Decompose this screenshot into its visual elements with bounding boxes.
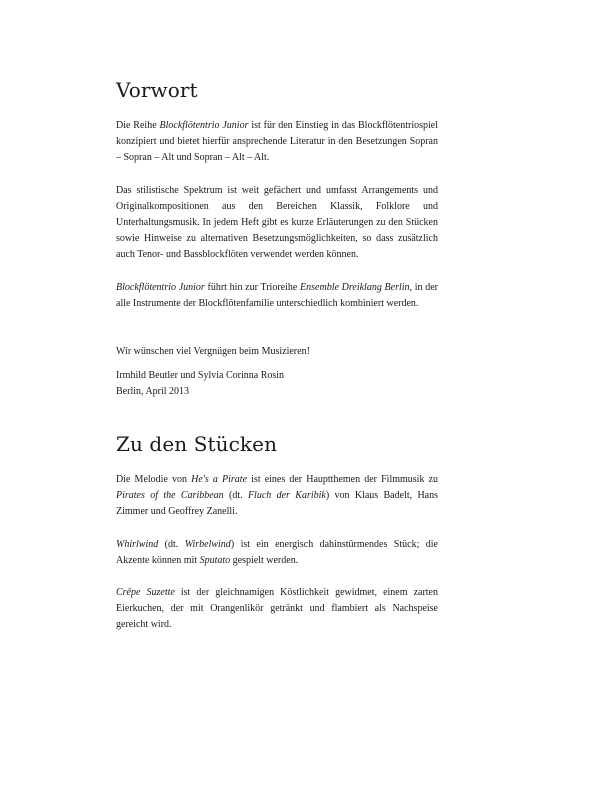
closing-wish: Wir wünschen viel Vergnügen beim Musizieren! [116, 346, 310, 358]
vorwort-paragraph-3 [116, 280, 438, 312]
work-title: Crêpe Suzette [116, 587, 175, 599]
vorwort-heading: Vorwort [116, 78, 198, 102]
stuecke-paragraph-3 [116, 585, 438, 634]
vorwort-paragraph-1 [116, 118, 438, 167]
text-run: ) von Klaus Badelt, Hans Zimmer und Geoffrey Zanelli. [116, 490, 438, 518]
text-run: ) ist ein energisch dahinstürmendes Stück; die Akzente können mit [116, 538, 438, 566]
vorwort-paragraph-2: Das stilistische Spektrum ist weit gefächert und umfasst Arrangements und Originalkompositionen aus den Bereichen Klassik, Folklore und Unterhaltungsmusik. In jedem Heft gibt es kurze Erläuterungen zu den Stücken sowie Hinweise zu alternativen Besetzungsmöglichkeiten, so dass zusätzlich auch Tenor- und Bassblockflöten verwendet werden können. [116, 184, 438, 261]
work-title: He's a Pirate [191, 474, 248, 485]
stuecke-paragraph-1 [116, 472, 438, 521]
text-run: Die Melodie von [116, 474, 192, 485]
work-title: Wirbelwind [184, 538, 231, 550]
text-run: (dt. [223, 490, 248, 502]
stuecke-section [116, 432, 438, 634]
text-run: gespielt werden. [230, 554, 299, 566]
stuecke-heading: Zu den Stücken [116, 432, 278, 456]
work-title: Pirates of the Caribbean [116, 490, 224, 502]
work-title: Whirlwind [116, 538, 159, 550]
series-title: Blockflötentrio Junior [159, 120, 249, 131]
series-title: Ensemble Dreiklang Berlin [300, 281, 410, 293]
series-title: Blockflötentrio Junior [116, 281, 205, 293]
authors-line: Irmhild Beutler und Sylvia Corinna Rosin [116, 370, 285, 382]
text-run: Die Reihe [116, 120, 160, 131]
text-run: ist eines der Hauptthemen der Filmmusik zu [247, 474, 439, 485]
text-run: führt hin zur Trioreihe [204, 281, 301, 293]
technique-term: Sputato [199, 554, 231, 566]
text-run: ist der gleichnamigen Köstlichkeit gewidmet, einem zarten Eierkuchen, der mit Orangenlikör getränkt und flambiert als Nachspeise gereicht wird. [116, 587, 438, 631]
place-date-line: Berlin, April 2013 [116, 386, 190, 398]
text-run: ist für den Einstieg in das Blockflötentriospiel konzipiert und bietet hierfür ansprechende Literatur in den Besetzungen Sopran – Sopran – Alt und Sopran – Alt – Alt. [116, 120, 439, 164]
text-run: (dt. [158, 538, 185, 550]
text-run: , in der alle Instrumente der Blockflötenfamilie unterschiedlich kombiniert werden. [116, 281, 439, 309]
vorwort-section [116, 78, 438, 401]
stuecke-paragraph-2 [116, 537, 438, 569]
work-title: Fluch der Karibik [247, 490, 326, 502]
